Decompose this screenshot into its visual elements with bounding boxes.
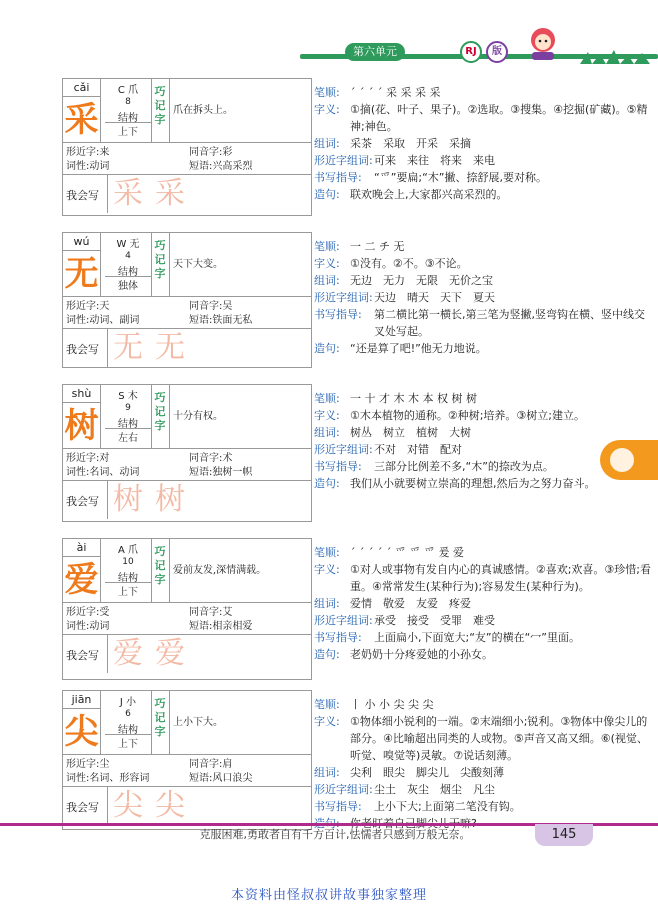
detail-key: 字义: — [314, 563, 340, 576]
phrase: 短语:风口浪尖 — [189, 773, 253, 784]
divider — [169, 691, 170, 755]
radical: S 木 — [118, 391, 138, 402]
side-tab — [600, 440, 658, 480]
detail-key: 字义: — [314, 257, 340, 270]
detail-key: 书写指导: — [314, 308, 362, 321]
detail-key: 形近字组词: — [314, 614, 373, 627]
detail-key: 组词: — [314, 137, 340, 150]
character-entry — [62, 690, 652, 834]
detail-key: 组词: — [314, 597, 340, 610]
pinyin: ài — [63, 539, 101, 557]
similar-char: 形近字:受 — [66, 607, 110, 618]
detail-line — [314, 84, 652, 101]
tracing-characters: 树树 — [113, 482, 197, 517]
detail-value: 三部分比例差不多,“木”的捺改为点。 — [374, 460, 554, 473]
tracing-characters: 尖尖 — [113, 788, 197, 823]
detail-value: 天边 晴天 天下 夏天 — [374, 291, 495, 304]
part-of-speech: 词性:名词、动词 — [66, 467, 140, 478]
detail-line — [314, 781, 652, 798]
detail-value: 采茶 采取 开采 采摘 — [350, 137, 471, 150]
character-card — [62, 232, 312, 368]
similar-char: 形近字:来 — [66, 147, 110, 158]
part-of-speech: 词性:动词 — [66, 621, 110, 632]
detail-key: 造句: — [314, 477, 340, 490]
character-card — [62, 538, 312, 680]
character-entry — [62, 538, 652, 684]
detail-value: 可来 来往 将来 来电 — [374, 154, 495, 167]
detail-line — [314, 135, 652, 152]
detail-value: ①没有。②不。③不论。 — [350, 257, 468, 270]
detail-value: 老奶奶十分疼爱她的小孙女。 — [350, 648, 493, 661]
structure-value: 上下 — [105, 734, 151, 750]
detail-line — [314, 612, 652, 629]
character-details — [314, 84, 652, 203]
detail-line — [314, 629, 652, 646]
main-character: 尖 — [63, 709, 101, 755]
grass-decoration-icon — [580, 50, 650, 64]
detail-value: 树丛 树立 植树 大树 — [350, 426, 471, 439]
character-card — [62, 384, 312, 522]
memory-tip-label: 巧记字 — [154, 239, 166, 280]
detail-value: 承受 接受 受罪 难受 — [374, 614, 495, 627]
detail-value: ①对人或事物有发自内心的真诚感情。②喜欢;欢喜。③珍惜;看重。④常常发生(某种行为);容易发生(某种行为)。 — [350, 563, 651, 593]
detail-key: 字义: — [314, 409, 340, 422]
detail-key: 形近字组词: — [314, 443, 373, 456]
memory-tip-label: 巧记字 — [154, 85, 166, 126]
detail-key: 形近字组词: — [314, 783, 373, 796]
page-number: 145 — [535, 824, 593, 846]
character-entry — [62, 384, 652, 526]
detail-line — [314, 238, 652, 255]
stroke-count: 6 — [125, 709, 131, 719]
detail-line — [314, 169, 652, 186]
detail-key: 笔顺: — [314, 240, 340, 253]
homophone: 同音字:术 — [189, 453, 233, 464]
detail-line — [314, 340, 652, 357]
detail-key: 字义: — [314, 715, 340, 728]
detail-key: 笔顺: — [314, 392, 340, 405]
detail-key: 造句: — [314, 648, 340, 661]
radical: J 小 — [119, 697, 137, 708]
detail-key: 造句: — [314, 342, 340, 355]
detail-key: 书写指导: — [314, 171, 362, 184]
divider — [107, 635, 108, 673]
detail-line — [314, 713, 652, 764]
character-details — [314, 544, 652, 663]
detail-line — [314, 646, 652, 663]
rj-badge: RJ — [460, 41, 482, 63]
detail-line — [314, 424, 652, 441]
detail-value: ˊ ˊ ˊ ˊ 采 采 采 采 — [350, 86, 441, 99]
edition-badge: 版 — [486, 41, 508, 63]
tracing-characters: 采采 — [113, 176, 197, 211]
phrase: 短语:相亲相爱 — [189, 621, 253, 632]
memory-tip: 上小下大。 — [173, 717, 223, 728]
detail-value: 上面扁小,下面宽大;“友”的横在“冖”里面。 — [374, 631, 580, 644]
detail-key: 书写指导: — [314, 460, 362, 473]
detail-key: 造句: — [314, 188, 340, 201]
detail-value: ①摘(花、叶子、果子)。②选取。③搜集。④挖掘(矿藏)。⑤精神;神色。 — [350, 103, 648, 133]
structure-value: 左右 — [105, 428, 151, 444]
divider — [151, 233, 152, 297]
detail-key: 书写指导: — [314, 631, 362, 644]
detail-line — [314, 390, 652, 407]
detail-value: 丨 小 小 尖 尖 尖 — [350, 698, 434, 711]
stroke-count: 9 — [125, 403, 131, 413]
structure-label: 结构 — [118, 725, 138, 736]
main-character: 无 — [63, 251, 101, 297]
memory-tip: 爪在拆头上。 — [173, 105, 233, 116]
detail-key: 组词: — [314, 426, 340, 439]
page-header — [0, 40, 658, 66]
phrase: 短语:独树一帜 — [189, 467, 253, 478]
detail-line — [314, 544, 652, 561]
part-of-speech: 词性:动词 — [66, 161, 110, 172]
detail-value: 爱情 敬爱 友爱 疼爱 — [350, 597, 471, 610]
homophone: 同音字:彩 — [189, 147, 233, 158]
structure-value: 上下 — [105, 582, 151, 598]
detail-value: “爫”要扁;“木”撇、捺舒展,要对称。 — [374, 171, 547, 184]
character-entry — [62, 232, 652, 372]
phrase: 短语:铁面无私 — [189, 315, 253, 326]
pinyin: wú — [63, 233, 101, 251]
detail-key: 笔顺: — [314, 546, 340, 559]
detail-line — [314, 595, 652, 612]
detail-key: 形近字组词: — [314, 291, 373, 304]
detail-value: 联欢晚会上,大家都兴高采烈的。 — [350, 188, 508, 201]
detail-line — [314, 289, 652, 306]
memory-tip-label: 巧记字 — [154, 697, 166, 738]
practice-label: 我会写 — [66, 343, 99, 356]
mascot-icon — [518, 22, 568, 66]
divider — [151, 539, 152, 603]
main-character: 爱 — [63, 557, 101, 603]
detail-value: ①木本植物的通称。②种树;培养。③树立;建立。 — [350, 409, 585, 422]
tracing-characters: 无无 — [113, 330, 197, 365]
detail-value: ˊ ˊ ˊ ˊ ˊ 爫 爫 爫 爰 爱 — [350, 546, 464, 559]
divider — [107, 329, 108, 367]
divider — [107, 481, 108, 519]
stroke-count: 10 — [122, 557, 134, 567]
detail-line — [314, 764, 652, 781]
practice-label: 我会写 — [66, 189, 99, 202]
structure-label: 结构 — [118, 267, 138, 278]
radical: W 无 — [116, 239, 140, 250]
practice-label: 我会写 — [66, 801, 99, 814]
character-details — [314, 390, 652, 492]
divider — [169, 385, 170, 449]
unit-label: 第六单元 — [345, 43, 405, 61]
detail-line — [314, 306, 652, 340]
detail-key: 形近字组词: — [314, 154, 373, 167]
similar-char: 形近字:天 — [66, 301, 110, 312]
detail-line — [314, 475, 652, 492]
memory-tip-label: 巧记字 — [154, 545, 166, 586]
detail-value: 不对 对错 配对 — [374, 443, 462, 456]
divider — [151, 691, 152, 755]
similar-char: 形近字:尘 — [66, 759, 110, 770]
homophone: 同音字:吴 — [189, 301, 233, 312]
divider — [151, 385, 152, 449]
detail-value: 尖利 眼尖 脚尖儿 尖酸刻薄 — [350, 766, 504, 779]
detail-line — [314, 561, 652, 595]
divider — [169, 233, 170, 297]
credit-line: 本资料由怪叔叔讲故事独家整理 — [230, 888, 427, 903]
stroke-count: 4 — [125, 251, 131, 261]
detail-value: 一 十 才 木 木 本 权 树 树 — [350, 392, 477, 405]
detail-line — [314, 255, 652, 272]
pinyin: shù — [63, 385, 101, 403]
mascot-face-icon — [610, 448, 634, 472]
detail-value: “还是算了吧!”他无力地说。 — [350, 342, 487, 355]
detail-key: 笔顺: — [314, 698, 340, 711]
memory-tip-label: 巧记字 — [154, 391, 166, 432]
homophone: 同音字:艾 — [189, 607, 233, 618]
detail-key: 组词: — [314, 766, 340, 779]
part-of-speech: 词性:名词、形容词 — [66, 773, 150, 784]
practice-label: 我会写 — [66, 649, 99, 662]
detail-value: 一 二 チ 无 — [350, 240, 405, 253]
radical: A 爪 — [117, 545, 139, 556]
detail-key: 笔顺: — [314, 86, 340, 99]
homophone: 同音字:肩 — [189, 759, 233, 770]
detail-key: 书写指导: — [314, 800, 362, 813]
pinyin: jiān — [63, 691, 101, 709]
memory-tip: 天下大变。 — [173, 259, 223, 270]
detail-line — [314, 407, 652, 424]
memory-tip: 爱前友发,深情满载。 — [173, 565, 267, 576]
character-card — [62, 78, 312, 216]
divider — [169, 79, 170, 143]
main-character: 树 — [63, 403, 101, 449]
pinyin: cǎi — [63, 79, 101, 97]
detail-value: 尘土 灰尘 烟尘 凡尘 — [374, 783, 495, 796]
divider — [151, 79, 152, 143]
character-details — [314, 238, 652, 357]
similar-char: 形近字:对 — [66, 453, 110, 464]
divider — [169, 539, 170, 603]
character-card — [62, 690, 312, 830]
tracing-characters: 爱爱 — [113, 636, 197, 671]
detail-line — [314, 186, 652, 203]
detail-key: 字义: — [314, 103, 340, 116]
structure-label: 结构 — [118, 573, 138, 584]
structure-label: 结构 — [118, 419, 138, 430]
detail-value: 我们从小就要树立崇高的理想,然后为之努力奋斗。 — [350, 477, 596, 490]
detail-value: 无边 无力 无限 无价之宝 — [350, 274, 493, 287]
character-entry — [62, 78, 652, 220]
detail-value: 上小下大;上面第二笔没有钩。 — [374, 800, 521, 813]
practice-label: 我会写 — [66, 495, 99, 508]
main-character: 采 — [63, 97, 101, 143]
detail-line — [314, 696, 652, 713]
stroke-count: 8 — [125, 97, 131, 107]
detail-line — [314, 152, 652, 169]
part-of-speech: 词性:动词、副词 — [66, 315, 140, 326]
phrase: 短语:兴高采烈 — [189, 161, 253, 172]
radical: C 爪 — [117, 85, 139, 96]
detail-line — [314, 272, 652, 289]
structure-value: 上下 — [105, 122, 151, 138]
detail-line — [314, 798, 652, 815]
divider — [107, 787, 108, 825]
structure-value: 独体 — [105, 276, 151, 292]
character-details — [314, 696, 652, 832]
detail-value: 第二横比第一横长,第三笔为竖撇,竖弯钩在横、竖中线交叉处写起。 — [374, 308, 645, 338]
structure-label: 结构 — [118, 113, 138, 124]
detail-key: 组词: — [314, 274, 340, 287]
divider — [107, 175, 108, 213]
footer-slogan: 克服困难,勇敢者自有千方百计,怯懦者只感到万般无奈。 — [199, 828, 471, 841]
detail-value: ①物体细小锐利的一端。②末端细小;锐利。③物体中像尖儿的部分。④比喻超出同类的人或物。⑤声音又高又细。⑥(视觉、听觉、嗅觉等)灵敏。⑦说话刻薄。 — [350, 715, 648, 762]
detail-line — [314, 101, 652, 135]
memory-tip: 十分有权。 — [173, 411, 223, 422]
